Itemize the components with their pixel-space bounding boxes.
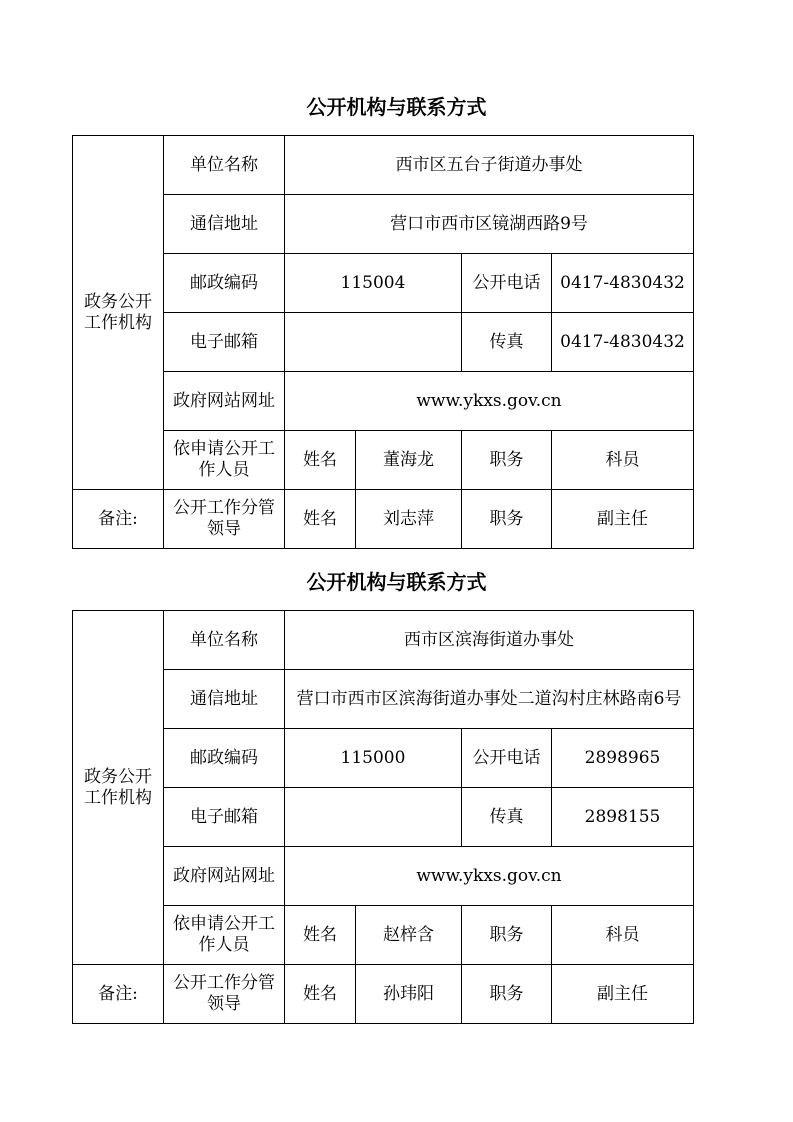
website-label: 政府网站网址 [164, 372, 285, 431]
phone-label: 公开电话 [462, 729, 552, 788]
org-label: 政务公开工作机构 [73, 611, 164, 965]
website-value: www.ykxs.gov.cn [285, 847, 694, 906]
phone-value: 0417-4830432 [552, 254, 694, 313]
staff-name-label: 姓名 [285, 431, 356, 490]
remark-label: 备注: [73, 490, 164, 549]
leader-name-value: 孙玮阳 [356, 965, 462, 1024]
staff-position-label: 职务 [462, 906, 552, 965]
unit-name-label: 单位名称 [164, 136, 285, 195]
staff-position-label: 职务 [462, 431, 552, 490]
fax-label: 传真 [462, 788, 552, 847]
leader-position-value: 副主任 [552, 965, 694, 1024]
leader-position-value: 副主任 [552, 490, 694, 549]
postcode-label: 邮政编码 [164, 729, 285, 788]
website-value: www.ykxs.gov.cn [285, 372, 694, 431]
contact-table [72, 610, 694, 1024]
email-label: 电子邮箱 [164, 788, 285, 847]
phone-label: 公开电话 [462, 254, 552, 313]
fax-label: 传真 [462, 313, 552, 372]
section-title: 公开机构与联系方式 [306, 95, 487, 119]
unit-name-value: 西市区滨海街道办事处 [285, 611, 694, 670]
website-label: 政府网站网址 [164, 847, 285, 906]
org-label: 政务公开工作机构 [73, 136, 164, 490]
staff-label: 依申请公开工作人员 [164, 431, 285, 490]
email-value [285, 313, 462, 372]
staff-position-value: 科员 [552, 906, 694, 965]
leader-position-label: 职务 [462, 490, 552, 549]
leader-name-label: 姓名 [285, 965, 356, 1024]
address-label: 通信地址 [164, 195, 285, 254]
staff-name-label: 姓名 [285, 906, 356, 965]
postcode-label: 邮政编码 [164, 254, 285, 313]
leader-label: 公开工作分管领导 [164, 490, 285, 549]
staff-name-value: 赵梓含 [356, 906, 462, 965]
remark-label: 备注: [73, 965, 164, 1024]
leader-label: 公开工作分管领导 [164, 965, 285, 1024]
address-value: 营口市西市区镜湖西路9号 [285, 195, 694, 254]
staff-position-value: 科员 [552, 431, 694, 490]
section-title: 公开机构与联系方式 [306, 570, 487, 594]
address-value: 营口市西市区滨海街道办事处二道沟村庄林路南6号 [285, 670, 694, 729]
fax-value: 2898155 [552, 788, 694, 847]
email-label: 电子邮箱 [164, 313, 285, 372]
leader-name-label: 姓名 [285, 490, 356, 549]
address-label: 通信地址 [164, 670, 285, 729]
staff-label: 依申请公开工作人员 [164, 906, 285, 965]
fax-value: 0417-4830432 [552, 313, 694, 372]
postcode-value: 115004 [285, 254, 462, 313]
postcode-value: 115000 [285, 729, 462, 788]
phone-value: 2898965 [552, 729, 694, 788]
unit-name-value: 西市区五台子街道办事处 [285, 136, 694, 195]
leader-name-value: 刘志萍 [356, 490, 462, 549]
contact-table [72, 135, 694, 549]
staff-name-value: 董海龙 [356, 431, 462, 490]
unit-name-label: 单位名称 [164, 611, 285, 670]
email-value [285, 788, 462, 847]
leader-position-label: 职务 [462, 965, 552, 1024]
